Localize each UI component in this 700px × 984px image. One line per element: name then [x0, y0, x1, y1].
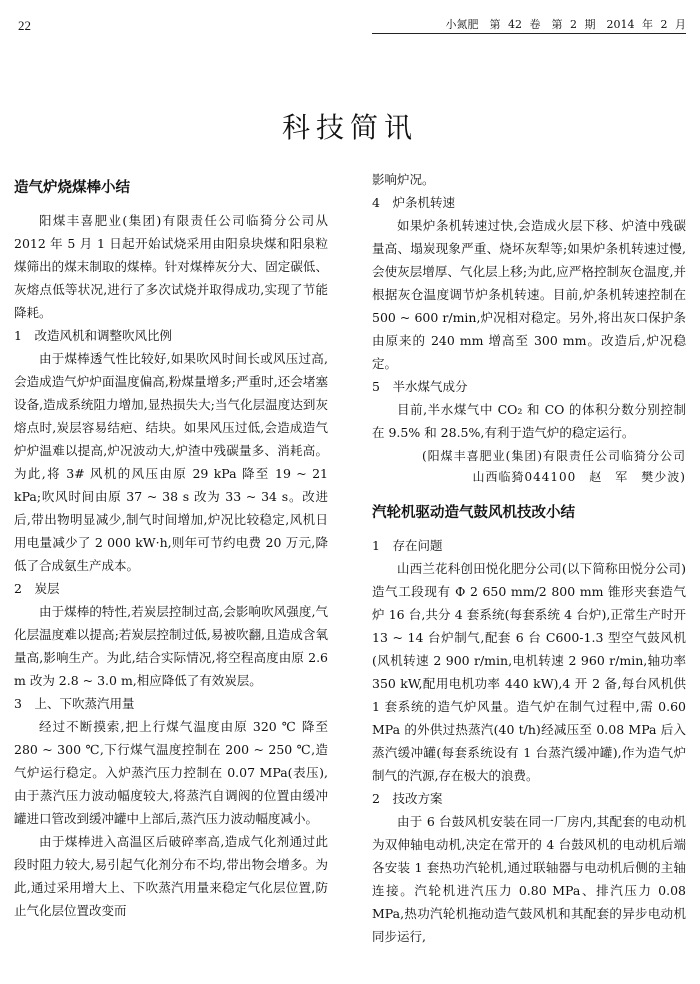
article1-section5-text: 目前,半水煤气中 CO₂ 和 CO 的体积分数分别控制在 9.5% 和 28.5%,有利于造气炉的稳定运行。 [372, 402, 686, 440]
section-title: 科技简讯 [281, 111, 418, 144]
article1-section4-heading: 4 炉条机转速 [372, 195, 455, 210]
article1-title: 造气炉烧煤棒小结 [14, 180, 130, 196]
article1-credit-line1: (阳煤丰喜肥业(集团)有限责任公司临猗分公司 [421, 449, 686, 463]
article1-section5-heading: 5 半水煤气成分 [372, 379, 468, 394]
header-rule [372, 33, 686, 34]
article1-section3-text1: 经过不断摸索,把上行煤气温度由原 320 ℃ 降至 280 ~ 300 ℃,下行煤气温度控制在 200 ~ 250 ℃,造气炉运行稳定。入炉蒸汽压力控制在 0.07 MPa(表压),由于蒸汽压力波动幅度较大,将蒸汽自调阀的位置由缓冲罐进口管改到缓冲罐中上部后,蒸汽压力波动幅度减小。 [14, 719, 328, 826]
journal-info: 小氮肥 第 42 卷 第 2 期 2014 年 2 月 [445, 18, 686, 31]
article1-section4-text: 如果炉条机转速过快,会造成火层下移、炉渣中残碳量高、塌炭现象严重、烧坏灰犁等;如果炉条机转速过慢,会使灰层增厚、气化层上移;为此,应严格控制灰仓温度,并根据灰仓温度调节炉条机转速。目前,炉条机转速控制在 500 ~ 600 r/min,炉况相对稳定。另外,将出灰口保护条由原来的 240 mm 增高至 300 mm。改造后,炉况稳定。 [372, 218, 686, 371]
page-number: 22 [18, 18, 31, 33]
article2-section2-text: 由于 6 台鼓风机安装在同一厂房内,其配套的电动机为双伸轴电动机,决定在常开的 4 台鼓风机的电动机后端各安装 1 套热功汽轮机,通过联轴器与电动机后侧的主轴连接。汽轮机进汽压力 0.80 MPa、排汽压力 0.08 MPa,热功汽轮机拖动造气鼓风机和其配套的异步电动机同步运行, [372, 814, 686, 944]
article1-section3-heading: 3 上、下吹蒸汽用量 [14, 696, 135, 711]
article1-section1-heading: 1 改造风机和调整吹风比例 [14, 328, 172, 343]
article1-section3-continued: 影响炉况。 [372, 172, 435, 187]
left-column [14, 177, 328, 922]
article2-section2-heading: 2 技改方案 [372, 791, 443, 806]
article1-section2-heading: 2 炭层 [14, 581, 60, 596]
article1-intro: 阳煤丰喜肥业(集团)有限责任公司临猗分公司从 2012 年 5 月 1 日起开始试烧采用由阳泉块煤和阳泉粒煤筛出的煤末制取的煤棒。针对煤棒灰分大、固定碳低、灰熔点低等状况,进行了多次试烧并取得成功,实现了节能降耗。 [14, 213, 328, 320]
article1-section1-text: 由于煤棒透气性比较好,如果吹风时间长或风压过高,会造成造气炉炉面温度偏高,粉煤量增多;严重时,还会堵塞设备,造成系统阻力增加,显热损失大;当气化层温度达到灰熔点时,炭层容易结疤、结块。如果风压过低,会造成造气炉炉温难以提高,炉况波动大,炉渣中残碳量多、消耗高。为此,将 3# 风机的风压由原 29 kPa 降至 19 ~ 21 kPa;吹风时间由原 37 ~ 38 s 改为 33 ~ 34 s。改进后,带出物明显减少,制气时间增加,炉况比较稳定,风机日用电量减少了 2 000 kW·h,则年可节约电费 20 万元,降低了合成氨生产成本。 [14, 351, 328, 573]
article2-section1-text: 山西兰花科创田悦化肥分公司(以下简称田悦分公司)造气工段现有 Φ 2 650 mm/2 800 mm 锥形夹套造气炉 16 台,共分 4 套系统(每套系统 4 台炉),正常生产时开 13 ~ 14 台炉制气,配套 6 台 C600-1.3 型空气鼓风机(风机转速 2 900 r/min,电机转速 2 960 r/min,轴功率 350 kW,配用电机功率 440 kW),4 开 2 备,每台风机供 1 套系统的造气炉风量。造气炉在制气过程中,需 0.60 MPa 的外供过热蒸汽(40 t/h)经减压至 0.08 MPa 后入蒸汽缓冲罐(每套系统设有 1 台蒸汽缓冲罐),作为造气炉制气的汽源,存在极大的浪费。 [372, 561, 686, 783]
article1-credit-line2: 山西临猗044100 赵 军 樊少波) [472, 470, 686, 484]
article1-credit [372, 446, 686, 488]
article2-section1-heading: 1 存在问题 [372, 538, 443, 553]
article2-title: 汽轮机驱动造气鼓风机技改小结 [372, 505, 575, 521]
page-header [0, 0, 700, 40]
right-column [372, 168, 686, 948]
article1-section2-text: 由于煤棒的特性,若炭层控制过高,会影响吹风强度,气化层温度难以提高;若炭层控制过低,易被吹翻,且造成含氧量高,影响生产。为此,结合实际情况,将空程高度由原 2.6 m 改为 2.8 ~ 3.0 m,相应降低了有效炭层。 [14, 604, 328, 688]
article1-section3-text2: 由于煤棒进入高温区后破碎率高,造成气化剂通过此段时阻力较大,易引起气化剂分布不均,带出物会增多。为此,通过采用增大上、下吹蒸汽用量来稳定气化层位置,防止气化层位置改变而 [14, 834, 328, 918]
